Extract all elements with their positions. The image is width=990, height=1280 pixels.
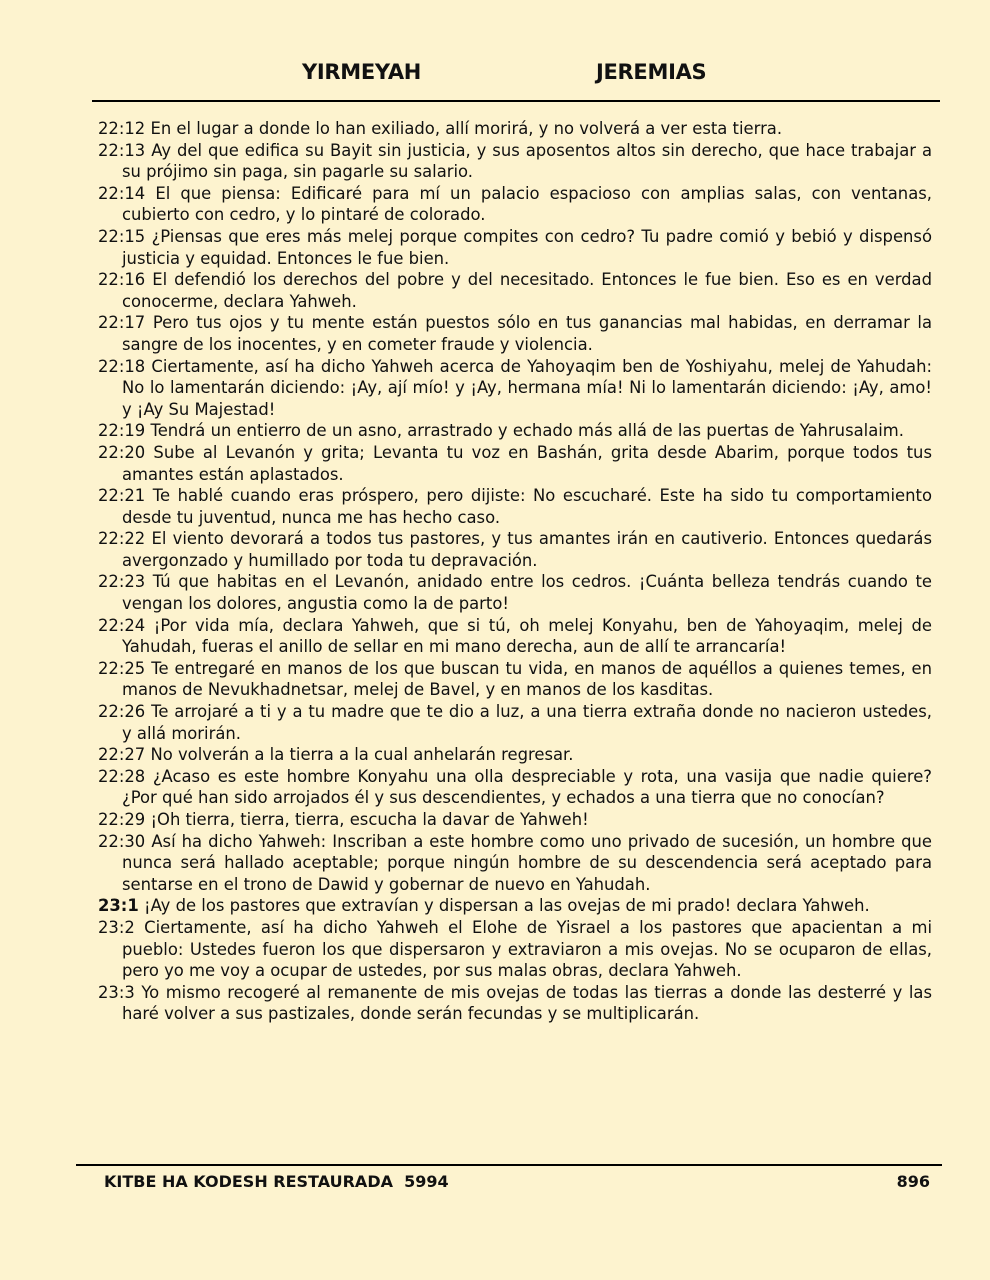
verse	[98, 615, 932, 658]
verse	[98, 442, 932, 485]
verse	[98, 571, 932, 614]
verse-reference: 22:23	[98, 572, 146, 592]
verse-reference: 22:27	[98, 745, 146, 765]
footer-rule	[76, 1164, 942, 1166]
verse-text: Ciertamente, así ha dicho Yahweh acerca de Yahoyaqim ben de Yoshiyahu, melej de Yahudah: No lo lamentarán diciendo: ¡Ay, ají mío! y ¡Ay, hermana mía! Ni lo lamentarán diciendo: ¡Ay, amo! y ¡Ay Su Majestad!	[122, 356, 933, 419]
verse-text: ¡Oh tierra, tierra, tierra, escucha la davar de Yahweh!	[150, 810, 589, 829]
verse	[98, 420, 932, 442]
verse-text: Ciertamente, así ha dicho Yahweh el Elohe de Yisrael a los pastores que apacientan a mi pueblo: Ustedes fueron los que dispersaron y extraviaron a mis ovejas. No se ocuparon de ellas, pero yo me voy a ocupar de ustedes, por sus malas obras, declara Yahweh.	[122, 917, 932, 981]
page-number: 896	[896, 1172, 930, 1191]
verse-reference: 22:26	[98, 702, 146, 722]
header-rule	[92, 100, 940, 102]
verse-reference: 22:12	[98, 119, 146, 138]
verse-reference: 22:15	[98, 226, 146, 246]
verse-text: Ay del que edifica su Bayit sin justicia, y sus aposentos altos sin derecho, que hace trabajar a su prójimo sin paga, sin pagarle su salario.	[122, 140, 932, 182]
verse-text: No volverán a la tierra a la cual anhelarán regresar.	[150, 745, 574, 765]
verse	[98, 312, 932, 355]
verse	[98, 140, 932, 183]
verse	[98, 183, 932, 226]
verse-reference: 23:3	[98, 982, 135, 1002]
verse-text: ¡Ay de los pastores que extravían y dispersan a las ovejas de mi prado! declara Yahweh.	[144, 896, 870, 916]
verse	[98, 982, 932, 1025]
verse-text: Te entregaré en manos de los que buscan tu vida, en manos de aquéllos a quienes temes, en manos de Nevukhadnetsar, melej de Bavel, y en manos de los kasditas.	[122, 658, 932, 700]
verse	[98, 528, 932, 571]
verse-text: Te arrojaré a ti y a tu madre que te dio a luz, a una tierra extraña donde no nacieron ustedes, y allá morirán.	[122, 702, 932, 743]
verse-text: Pero tus ojos y tu mente están puestos sólo en tus ganancias mal habidas, en derramar la sangre de los inocentes, y en cometer fraude y violencia.	[122, 313, 932, 354]
verse-text: ¿Piensas que eres más melej porque compites con cedro? Tu padre comió y bebió y dispensó justicia y equidad. Entonces le fue bien.	[122, 226, 932, 268]
verse-reference: 22:21	[98, 486, 146, 506]
verse	[98, 658, 932, 701]
verse-text: ¿Acaso es este hombre Konyahu una olla despreciable y rota, una vasija que nadie quiere? ¿Por qué han sido arrojados él y sus descendientes, y echados a una tierra que no conocían?	[122, 766, 932, 808]
verse-reference: 22:30	[98, 831, 146, 851]
verse-reference: 22:25	[98, 658, 146, 678]
verse-reference: 23:2	[98, 917, 135, 937]
verse-text: En el lugar a donde lo han exiliado, allí morirá, y no volverá a ver esta tierra.	[150, 119, 783, 138]
verse-reference: 22:17	[98, 313, 146, 333]
verse	[98, 831, 932, 896]
verse-text: Así ha dicho Yahweh: Inscriban a este hombre como uno privado de sucesión, un hombre que nunca será hallado aceptable; porque ningún hombre de su descendencia será aceptado para sentarse en el trono de Dawid y gobernar de nuevo en Yahudah.	[122, 831, 932, 894]
verse	[98, 809, 932, 831]
verse-text: Tendrá un entierro de un asno, arrastrado y echado más allá de las puertas de Yahrusalaim.	[150, 421, 904, 441]
verse-reference: 22:28	[98, 766, 146, 786]
page-header	[0, 60, 990, 90]
header-book-hebrew: YIRMEYAH	[302, 60, 422, 84]
verse-reference: 22:20	[98, 442, 146, 462]
verse	[98, 701, 932, 744]
verse	[98, 356, 932, 421]
verse	[98, 895, 932, 917]
verse-reference: 22:29	[98, 810, 146, 829]
verse-reference: 23:1	[98, 896, 139, 916]
verse-text: Tú que habitas en el Levanón, anidado entre los cedros. ¡Cuánta belleza tendrás cuando te vengan los dolores, angustia como la de parto!	[122, 572, 932, 614]
verse-text: ¡Por vida mía, declara Yahweh, que si tú, oh melej Konyahu, ben de Yahoyaqim, melej de Yahudah, fueras el anillo de sellar en mi mano derecha, aun de allí te arrancaría!	[122, 615, 932, 657]
verse-reference: 22:24	[98, 615, 146, 635]
verse-text: Yo mismo recogeré al remanente de mis ovejas de todas las tierras a donde las desterré y las haré volver a sus pastizales, donde serán fecundas y se multiplicarán.	[122, 982, 932, 1024]
footer-title: KITBE HA KODESH RESTAURADA 5994	[104, 1172, 449, 1191]
verse	[98, 766, 932, 809]
verse	[98, 226, 932, 269]
verse-text: El viento devorará a todos tus pastores, y tus amantes irán en cautiverio. Entonces quedarás avergonzado y humillado por toda tu depravación.	[122, 529, 933, 570]
header-book-spanish: JEREMIAS	[596, 60, 707, 84]
verse-text: Sube al Levanón y grita; Levanta tu voz en Bashán, grita desde Abarim, porque todos tus amantes están aplastados.	[122, 442, 932, 484]
verse	[98, 485, 932, 528]
verse-reference: 22:18	[98, 356, 146, 376]
verse-reference: 22:22	[98, 529, 146, 549]
verse-text: El defendió los derechos del pobre y del necesitado. Entonces le fue bien. Eso es en verdad conocerme, declara Yahweh.	[122, 270, 932, 311]
verse-text: El que piensa: Edificaré para mí un palacio espacioso con amplias salas, con ventanas, cubierto con cedro, y lo pintaré de colorado.	[122, 183, 932, 225]
verse-text: Te hablé cuando eras próspero, pero dijiste: No escucharé. Este ha sido tu comportamiento desde tu juventud, nunca me has hecho caso.	[122, 486, 932, 527]
verse	[98, 917, 932, 982]
verse	[98, 744, 932, 766]
verse-reference: 22:19	[98, 421, 146, 441]
page-footer	[0, 1172, 990, 1196]
verse-reference: 22:13	[98, 140, 146, 160]
verse-list	[98, 118, 932, 1025]
verse-reference: 22:16	[98, 270, 146, 290]
verse	[98, 118, 932, 140]
verse-reference: 22:14	[98, 183, 146, 203]
verse	[98, 269, 932, 312]
